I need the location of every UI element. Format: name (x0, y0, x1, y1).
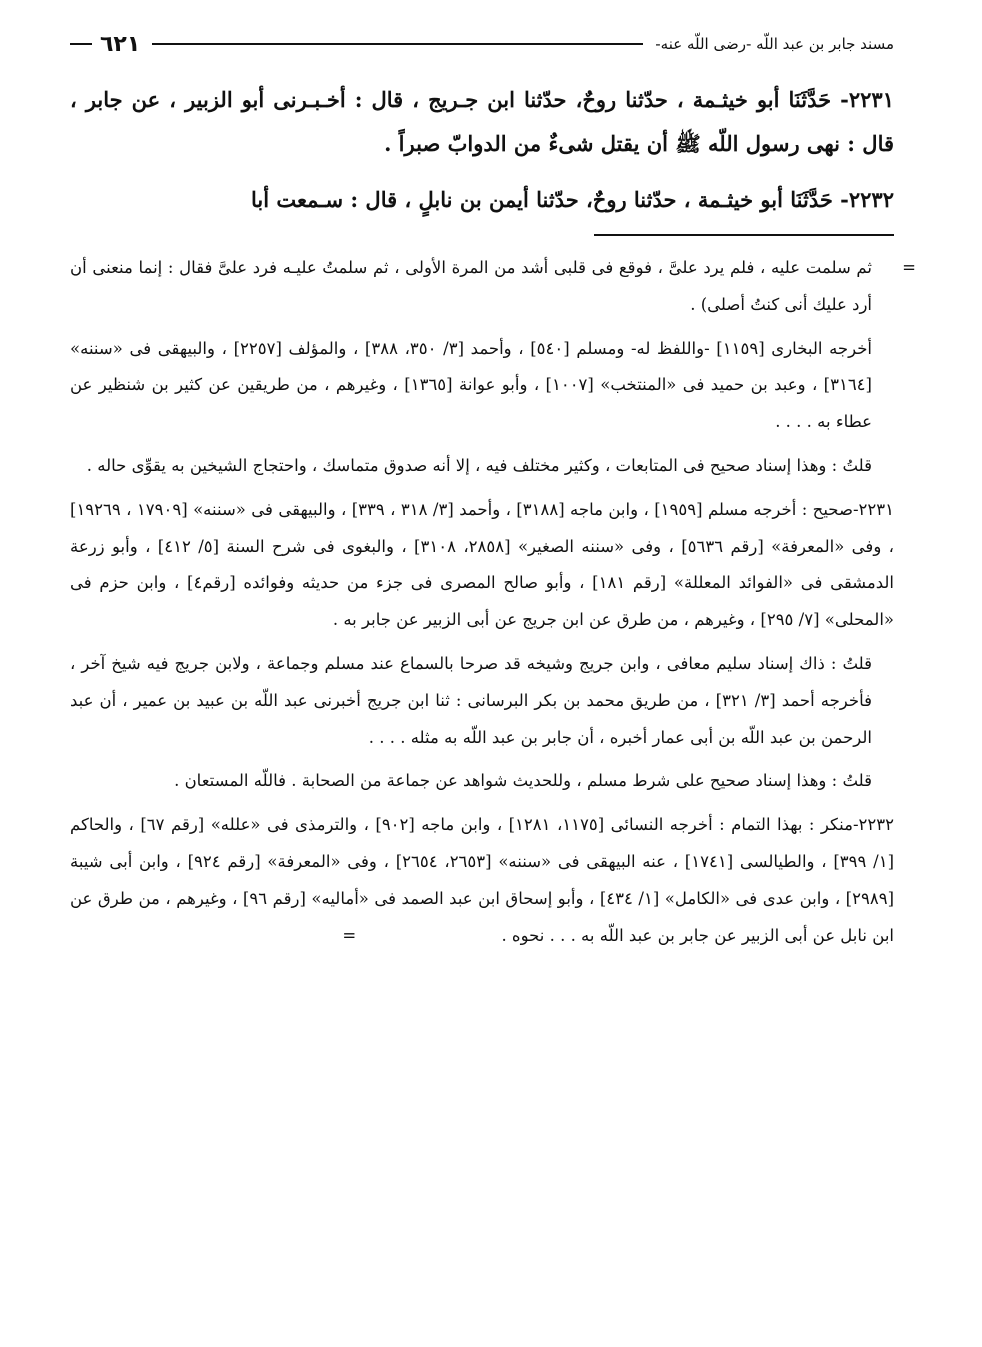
continuation-mark: = (342, 925, 357, 945)
footnote-2232 (70, 807, 894, 954)
footnote-text: قلتُ : ذاك إسناد سليم معافى ، وابن جريج وشيخه قد صرحا بالسماع عند مسلم وجماعة ، ولابن جريج فيه شيخ آخر ، فأخرجه أحمد [٣/ ٣٢١] ، من طريق محمد بن بكر البرسانى : ثنا ابن جريج أخبرنى عبد اللّه بن عبيد بن عمير ، أن عبد الرحمن بن عبد اللّه بن أبى عمار أخبره ، أن جابر بن عبد اللّه به مثله . . . . (70, 653, 872, 747)
footnote-text: صحيح : أخرجه مسلم [١٩٥٩] ، وابن ماجه [٣١٨٨] ، وأحمد [٣/ ٣١٨ ، ٣٣٩] ، والبيهقى فى «سننه» [١٧٩٠٩ ، ١٩٢٦٩] ، وفى «المعرفة» [رقم ٥٦٣٦] ، وفى «سننه الصغير» [٢٨٥٨، ٣١٠٨] ، والبغوى فى شرح السنة [٥/ ٤١٢] ، وأبو زرعة الدمشقى فى «الفوائد المعللة» [رقم ١٨١] ، وأبو صالح المصرى فى جزء من حديثه وفوائده [رقم٤] ، وابن حزم فى «المحلى» [٧/ ٢٩٥] ، وغيرهم ، من طرق عن ابن جريج عن أبى الزبير عن جابر به . (70, 499, 895, 630)
footnote-text: قلتُ : وهذا إسناد صحيح فى المتابعات ، وكثير مختلف فيه ، إلا أنه صدوق متماسك ، واحتجاج الشيخين به يقوِّى حاله . (86, 455, 872, 475)
footnote-text: أخرجه البخارى [١١٥٩] -واللفظ له- ومسلم [٥٤٠] ، وأحمد [٣/ ٣٥٠، ٣٨٨] ، والمؤلف [٢٢٥٧] ، والبيهقى فى «سننه» [٣١٦٤] ، وعبد بن حميد فى «المنتخب» [١٠٠٧] ، وأبو عوانة [١٣٦٥] ، وغيرهم ، من طريقين عن كثير بن شنظير عن عطاء به . . . . (70, 338, 873, 432)
footnote-paragraph (70, 448, 894, 485)
footnote-continuation (70, 250, 916, 324)
page-number-dash (70, 43, 92, 45)
hadith-2231 (70, 78, 894, 166)
footnotes (70, 250, 916, 954)
footnote-paragraph (70, 763, 894, 800)
footnote-paragraph (70, 646, 894, 756)
footnote-text: ثم سلمت عليه ، فلم يرد علىَّ ، فوقع فى قلبى أشد من المرة الأولى ، ثم سلمتُ عليـه فرد علىَّ فقال : إنما منعنى أن أرد عليك أنى كنتُ أصلى) . (70, 258, 872, 314)
footnote-paragraph (70, 331, 894, 441)
page-number: ٦٢١ (100, 31, 141, 57)
footnote-text: منكر : بهذا التمام : أخرجه النسائى [١١٧٥، ١٢٨١] ، وابن ماجه [٩٠٢] ، والترمذى فى «علله» [رقم ٦٧] ، والحاكم [١/ ٣٩٩] ، والطيالسى [١٧٤١] ، عنه البيهقى فى «سننه» [٢٦٥٣، ٢٦٥٤] ، وفى «المعرفة» [رقم ٩٢٤] ، وابن أبى شيبة [٢٩٨٩] ، وابن عدى فى «الكامل» [١/ ٤٣٤] ، وأبو إسحاق ابن عبد الصمد فى «أماليه» [رقم ٩٦] ، وغيرهم ، من طرق عن ابن نابل عن أبى الزبير عن جابر بن عبد اللّه به . . . نحوه . (70, 815, 894, 945)
running-title: مسند جابر بن عبد اللّه -رضى اللّه عنه- (655, 35, 894, 53)
footnote-separator (594, 234, 894, 236)
continuation-mark: = (902, 258, 916, 277)
page-header (70, 24, 894, 64)
footnote-2231 (70, 492, 894, 639)
main-text (70, 78, 894, 222)
hadith-number: ٢٢٣١- (840, 87, 894, 112)
book-page (70, 24, 916, 961)
header-rule (152, 43, 643, 45)
hadith-number: ٢٢٣٢- (840, 187, 894, 212)
footnote-text: قلتُ : وهذا إسناد صحيح على شرط مسلم ، وللحديث شواهد عن جماعة من الصحابة . فاللّه المستعان . (174, 771, 872, 791)
footnote-number: ٢٢٣١- (852, 499, 894, 519)
hadith-2232 (70, 178, 894, 222)
page-number-block (70, 32, 140, 57)
footnote-number: ٢٢٣٢- (852, 815, 894, 835)
hadith-text: حَدَّثَنَا أبو خيثـمة ، حدّثنا روحٌ، حدّثنا أيمن بن نابلٍ ، قال : سـمعت أبا (251, 187, 833, 212)
hadith-text: حَدَّثَنَا أبو خيثـمة ، حدّثنا روحٌ، حدّثنا ابن جـريج ، قال : أخـبـرنى أبو الزبير ، عن جابر ، قال : نهى رسول اللّه ﷺ أن يقتل شىءٌ من الدوابّ صبراً . (70, 87, 894, 156)
